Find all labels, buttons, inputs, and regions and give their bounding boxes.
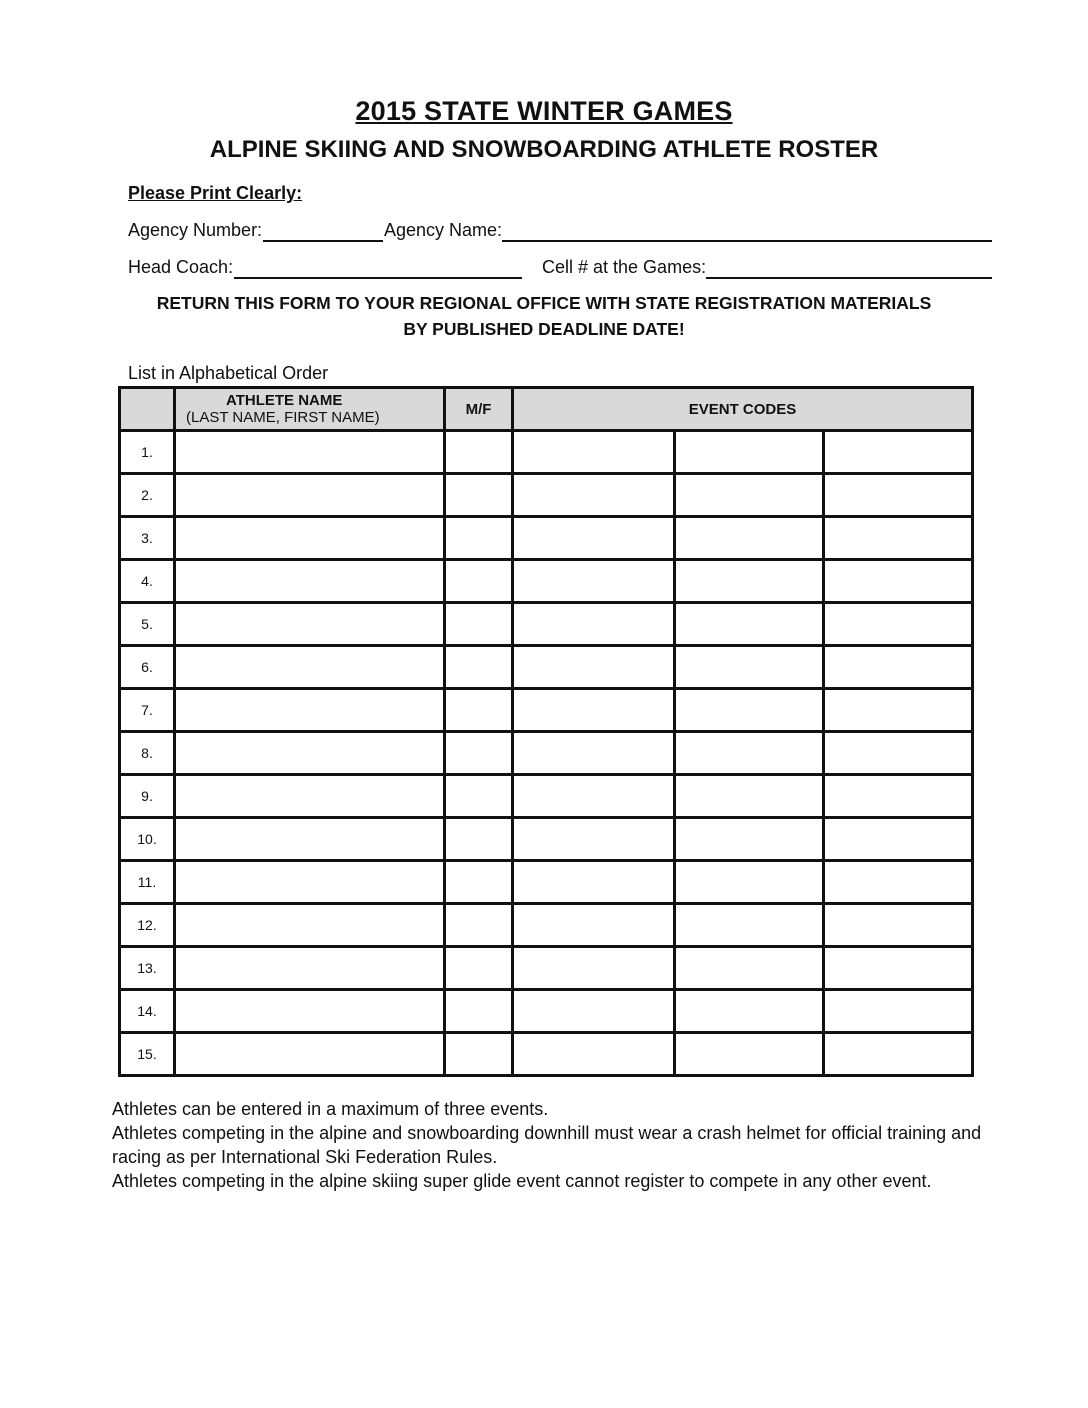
mf-cell[interactable] [445,732,513,775]
header-mf: M/F [445,388,513,431]
event-code-2-cell[interactable] [675,646,824,689]
list-instruction: List in Alphabetical Order [128,363,329,383]
event-code-1-cell[interactable] [513,818,675,861]
row-number: 12. [120,904,175,947]
mf-cell[interactable] [445,646,513,689]
event-code-3-cell[interactable] [824,431,973,474]
event-code-1-cell[interactable] [513,990,675,1033]
event-code-1-cell[interactable] [513,560,675,603]
athlete-name-cell[interactable] [175,732,445,775]
event-code-1-cell[interactable] [513,732,675,775]
event-code-2-cell[interactable] [675,560,824,603]
return-notice-line2: BY PUBLISHED DEADLINE DATE! [403,319,685,339]
row-number: 14. [120,990,175,1033]
event-code-2-cell[interactable] [675,517,824,560]
note-max-events: Athletes can be entered in a maximum of three events. [112,1099,549,1119]
event-code-1-cell[interactable] [513,603,675,646]
notes [112,1097,1012,1193]
athlete-name-cell[interactable] [175,431,445,474]
event-code-3-cell[interactable] [824,517,973,560]
event-code-1-cell[interactable] [513,474,675,517]
event-code-2-cell[interactable] [675,689,824,732]
mf-cell[interactable] [445,517,513,560]
event-code-1-cell[interactable] [513,517,675,560]
mf-cell[interactable] [445,431,513,474]
row-number: 2. [120,474,175,517]
event-code-3-cell[interactable] [824,818,973,861]
agency-name-label: Agency Name: [384,220,503,240]
event-code-1-cell[interactable] [513,431,675,474]
event-code-2-cell[interactable] [675,818,824,861]
header-event-codes: EVENT CODES [513,388,973,431]
event-code-2-cell[interactable] [675,732,824,775]
event-code-3-cell[interactable] [824,775,973,818]
event-code-1-cell[interactable] [513,861,675,904]
event-code-3-cell[interactable] [824,474,973,517]
athlete-name-cell[interactable] [175,818,445,861]
event-code-3-cell[interactable] [824,560,973,603]
athlete-name-cell[interactable] [175,560,445,603]
event-code-3-cell[interactable] [824,947,973,990]
row-number: 8. [120,732,175,775]
event-code-2-cell[interactable] [675,603,824,646]
event-code-2-cell[interactable] [675,990,824,1033]
row-number: 7. [120,689,175,732]
head-coach-field[interactable] [234,277,522,279]
athlete-name-cell[interactable] [175,904,445,947]
table-header-row [120,388,973,431]
row-number: 9. [120,775,175,818]
table-row [120,560,973,603]
event-code-1-cell[interactable] [513,646,675,689]
form-subtitle: ALPINE SKIING AND SNOWBOARDING ATHLETE ROSTER [209,136,879,163]
athlete-name-cell[interactable] [175,646,445,689]
mf-cell[interactable] [445,560,513,603]
table-row [120,517,973,560]
row-number: 5. [120,603,175,646]
table-row [120,818,973,861]
mf-cell[interactable] [445,861,513,904]
print-clearly-label: Please Print Clearly: [128,183,303,203]
event-code-2-cell[interactable] [675,861,824,904]
event-code-1-cell[interactable] [513,904,675,947]
athlete-name-cell[interactable] [175,689,445,732]
agency-number-label: Agency Number: [128,220,263,240]
event-code-3-cell[interactable] [824,732,973,775]
mf-cell[interactable] [445,818,513,861]
row-number: 1. [120,431,175,474]
athlete-name-cell[interactable] [175,603,445,646]
row-number: 15. [120,1033,175,1076]
event-code-3-cell[interactable] [824,1033,973,1076]
event-code-3-cell[interactable] [824,904,973,947]
event-code-3-cell[interactable] [824,689,973,732]
event-code-2-cell[interactable] [675,474,824,517]
event-code-3-cell[interactable] [824,646,973,689]
head-coach-label: Head Coach: [128,257,234,277]
table-row [120,1033,973,1076]
event-code-3-cell[interactable] [824,603,973,646]
mf-cell[interactable] [445,1033,513,1076]
table-row [120,861,973,904]
agency-number-field[interactable] [263,240,383,242]
event-code-1-cell[interactable] [513,947,675,990]
table-row [120,603,973,646]
cell-number-field[interactable] [706,277,992,279]
event-code-2-cell[interactable] [675,431,824,474]
athlete-name-cell[interactable] [175,861,445,904]
athlete-name-subheading: (LAST NAME, FIRST NAME) [186,409,380,426]
mf-cell[interactable] [445,603,513,646]
row-number: 6. [120,646,175,689]
row-number: 4. [120,560,175,603]
cell-number-label: Cell # at the Games: [542,257,707,277]
athlete-name-cell[interactable] [175,474,445,517]
note-super-glide: Athletes competing in the alpine skiing super glide event cannot register to compete in any other event. [112,1171,932,1191]
mf-cell[interactable] [445,904,513,947]
table-row [120,990,973,1033]
athlete-name-cell[interactable] [175,947,445,990]
row-number: 3. [120,517,175,560]
table-row [120,646,973,689]
agency-name-field[interactable] [502,240,992,242]
row-number: 10. [120,818,175,861]
athlete-name-cell[interactable] [175,775,445,818]
table-row [120,689,973,732]
header-athlete-name [175,388,445,431]
athlete-name-cell[interactable] [175,517,445,560]
header-number-cell [120,388,175,431]
mf-cell[interactable] [445,990,513,1033]
return-notice-line1: RETURN THIS FORM TO YOUR REGIONAL OFFICE WITH STATE REGISTRATION MATERIALS [156,293,932,313]
row-number: 11. [120,861,175,904]
form-title: 2015 STATE WINTER GAMES [355,96,733,126]
mf-cell[interactable] [445,474,513,517]
table-row [120,947,973,990]
event-code-2-cell[interactable] [675,1033,824,1076]
athlete-name-heading: ATHLETE NAME [226,392,343,409]
event-code-2-cell[interactable] [675,775,824,818]
mf-cell[interactable] [445,775,513,818]
table-row [120,904,973,947]
athlete-name-cell[interactable] [175,1033,445,1076]
event-code-3-cell[interactable] [824,861,973,904]
event-code-1-cell[interactable] [513,689,675,732]
event-code-2-cell[interactable] [675,947,824,990]
event-code-2-cell[interactable] [675,904,824,947]
event-code-3-cell[interactable] [824,990,973,1033]
table-row [120,431,973,474]
table-row [120,474,973,517]
event-code-1-cell[interactable] [513,1033,675,1076]
athlete-name-cell[interactable] [175,990,445,1033]
table-row [120,732,973,775]
note-helmet: Athletes competing in the alpine and snowboarding downhill must wear a crash helmet for official training and racing as per International Ski Federation Rules. [112,1123,982,1167]
table-row [120,775,973,818]
mf-cell[interactable] [445,689,513,732]
mf-cell[interactable] [445,947,513,990]
row-number: 13. [120,947,175,990]
athlete-roster-table [118,386,974,1077]
event-code-1-cell[interactable] [513,775,675,818]
